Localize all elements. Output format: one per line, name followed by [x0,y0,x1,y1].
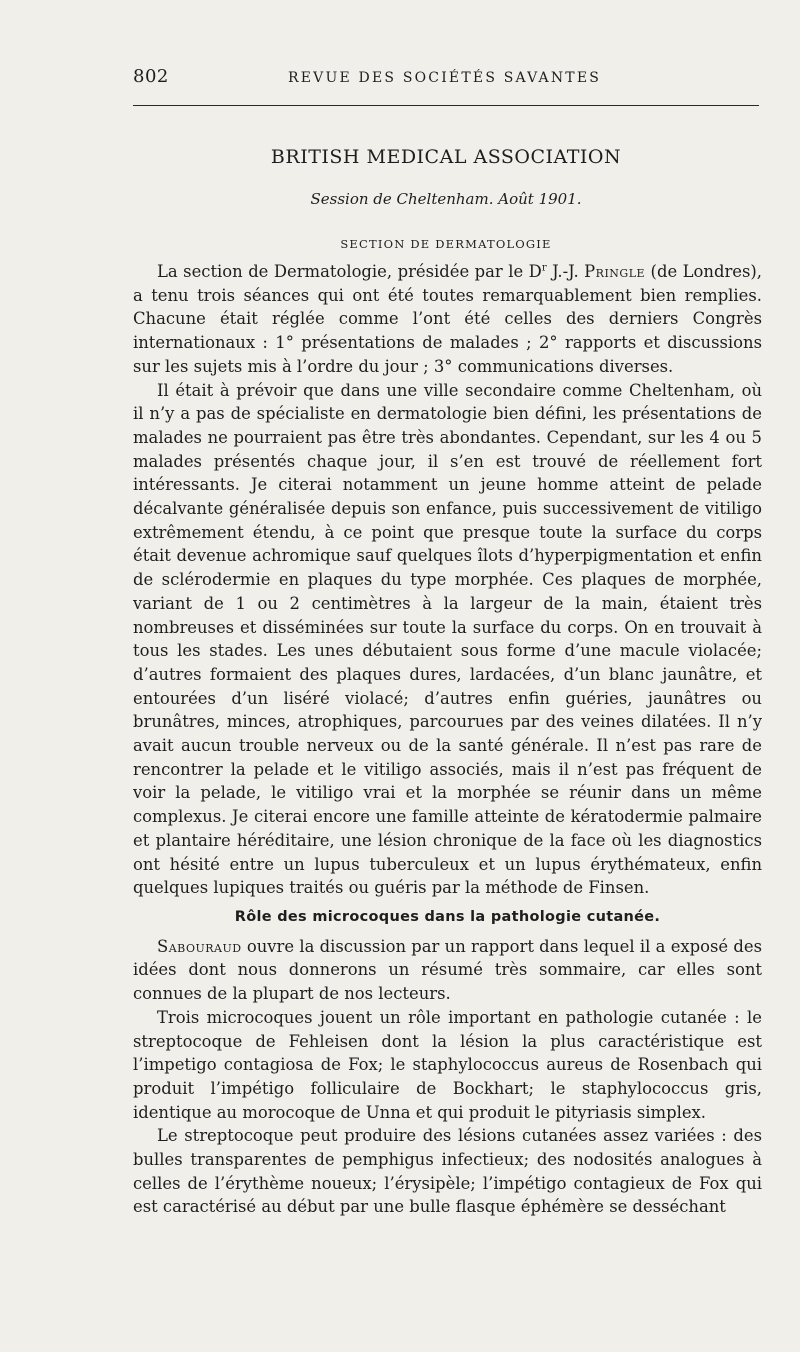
p3-text: ouvre la discussion par un rapport dans lequel il a exposé des idées dont nous donnerons un résumé très sommaire, car elles sont connues de la plupart de nos lecteurs. [133,936,762,1004]
body-text [133,260,762,1219]
subheading: Rôle des microcoques dans la pathologie cutanée. [234,908,661,925]
header-rule [133,105,759,106]
section-heading: SECTION DE DERMATOLOGIE [340,237,552,251]
page-number: 802 [133,66,169,87]
session-line: Session de Cheltenham. Août 1901. [310,190,582,208]
running-head: REVUE DES SOCIÉTÉS SAVANTES [288,70,602,86]
paragraph-4: Trois microcoques jouent un rôle important en pathologie cutanée : le streptocoque de Fehleisen dont la lésion la plus caractéristique est l’impetigo contagiosa de Fox; le staphylococcus aureus de Rosenbach qui produit l’impétigo folliculaire de Bockhart; le staphylococcus gris, identique au morocoque de Unna et qui produit le pityriasis simplex. [133,1007,762,1122]
paragraph-5: Le streptocoque peut produire des lésions cutanées assez variées : des bulles transparentes de pemphigus infectieux; des nodosités analogues à celles de l’érythème noueux; l’érysipèle; l’impétigo contagieux de Fox qui est caractérisé au début par une bulle flasque éphémère se desséchant [133,1126,762,1217]
page-header [133,66,759,96]
p1-author-name: Pringle [584,262,646,281]
paragraph-1 [133,260,762,379]
article-title: BRITISH MEDICAL ASSOCIATION [270,146,622,168]
p1-superscript: r [541,262,547,274]
p1-text-c: (de Londres), a tenu trois séances qui ont été toutes remarquablement bien remplies. Chacune était réglée comme l’ont été celles des derniers Congrès internationaux : 1° présentations de malades ; 2° rapports et discussions sur les sujets mis à l’ordre du jour ; 3° communications diverses. [133,262,762,376]
p1-text-a: La section de Dermatologie, présidée par le D [157,262,542,281]
paragraph-2: Il était à prévoir que dans une ville secondaire comme Cheltenham, où il n’y a pas de spécialiste en dermatologie bien défini, les présentations de malades ne pourraient pas être très abondantes. Cependant, sur les 4 ou 5 malades présentés chaque jour, il s’en est trouvé de réellement fort intéressants. Je citerai notamment un jeune homme atteint de pelade décalvante généralisée depuis son enfance, puis successivement de vitiligo extrêmement étendu, à ce point que presque toute la surface du corps était devenue achromique sauf quelques îlots d’hyperpigmentation et enfin de sclérodermie en plaques du type morphée. Ces plaques de morphée, variant de 1 ou 2 centimètres à la largeur de la main, étaient très nombreuses et disséminées sur toute la surface du corps. On en trouvait à tous les stades. Les unes débutaient sous forme d’une macule violacée; d’autres formaient des plaques dures, lardacées, d’un blanc jaunâtre, et entourées d’un liséré violacé; d’autres enfin guéries, jaunâtres ou brunâtres, minces, atrophiques, parcourues par des veines dilatées. Il n’y avait aucun trouble nerveux ou de la santé générale. Il n’est pas rare de rencontrer la pelade et le vitiligo associés, mais il n’est pas fréquent de voir la pelade, le vitiligo vrai et la morphée se réunir dans un même complexus. Je citerai encore une famille atteinte de kératodermie palmaire et plantaire héréditaire, une lésion chronique de la face où les diagnostics ont hésité entre un lupus tuberculeux et un lupus érythémateux, enfin quelques lupiques traités ou guéris par la méthode de Finsen. [133,380,762,898]
p3-author-name: Sabouraud [157,936,242,956]
paragraph-3 [133,935,762,1006]
p1-text-b: J.-J. [546,262,585,281]
